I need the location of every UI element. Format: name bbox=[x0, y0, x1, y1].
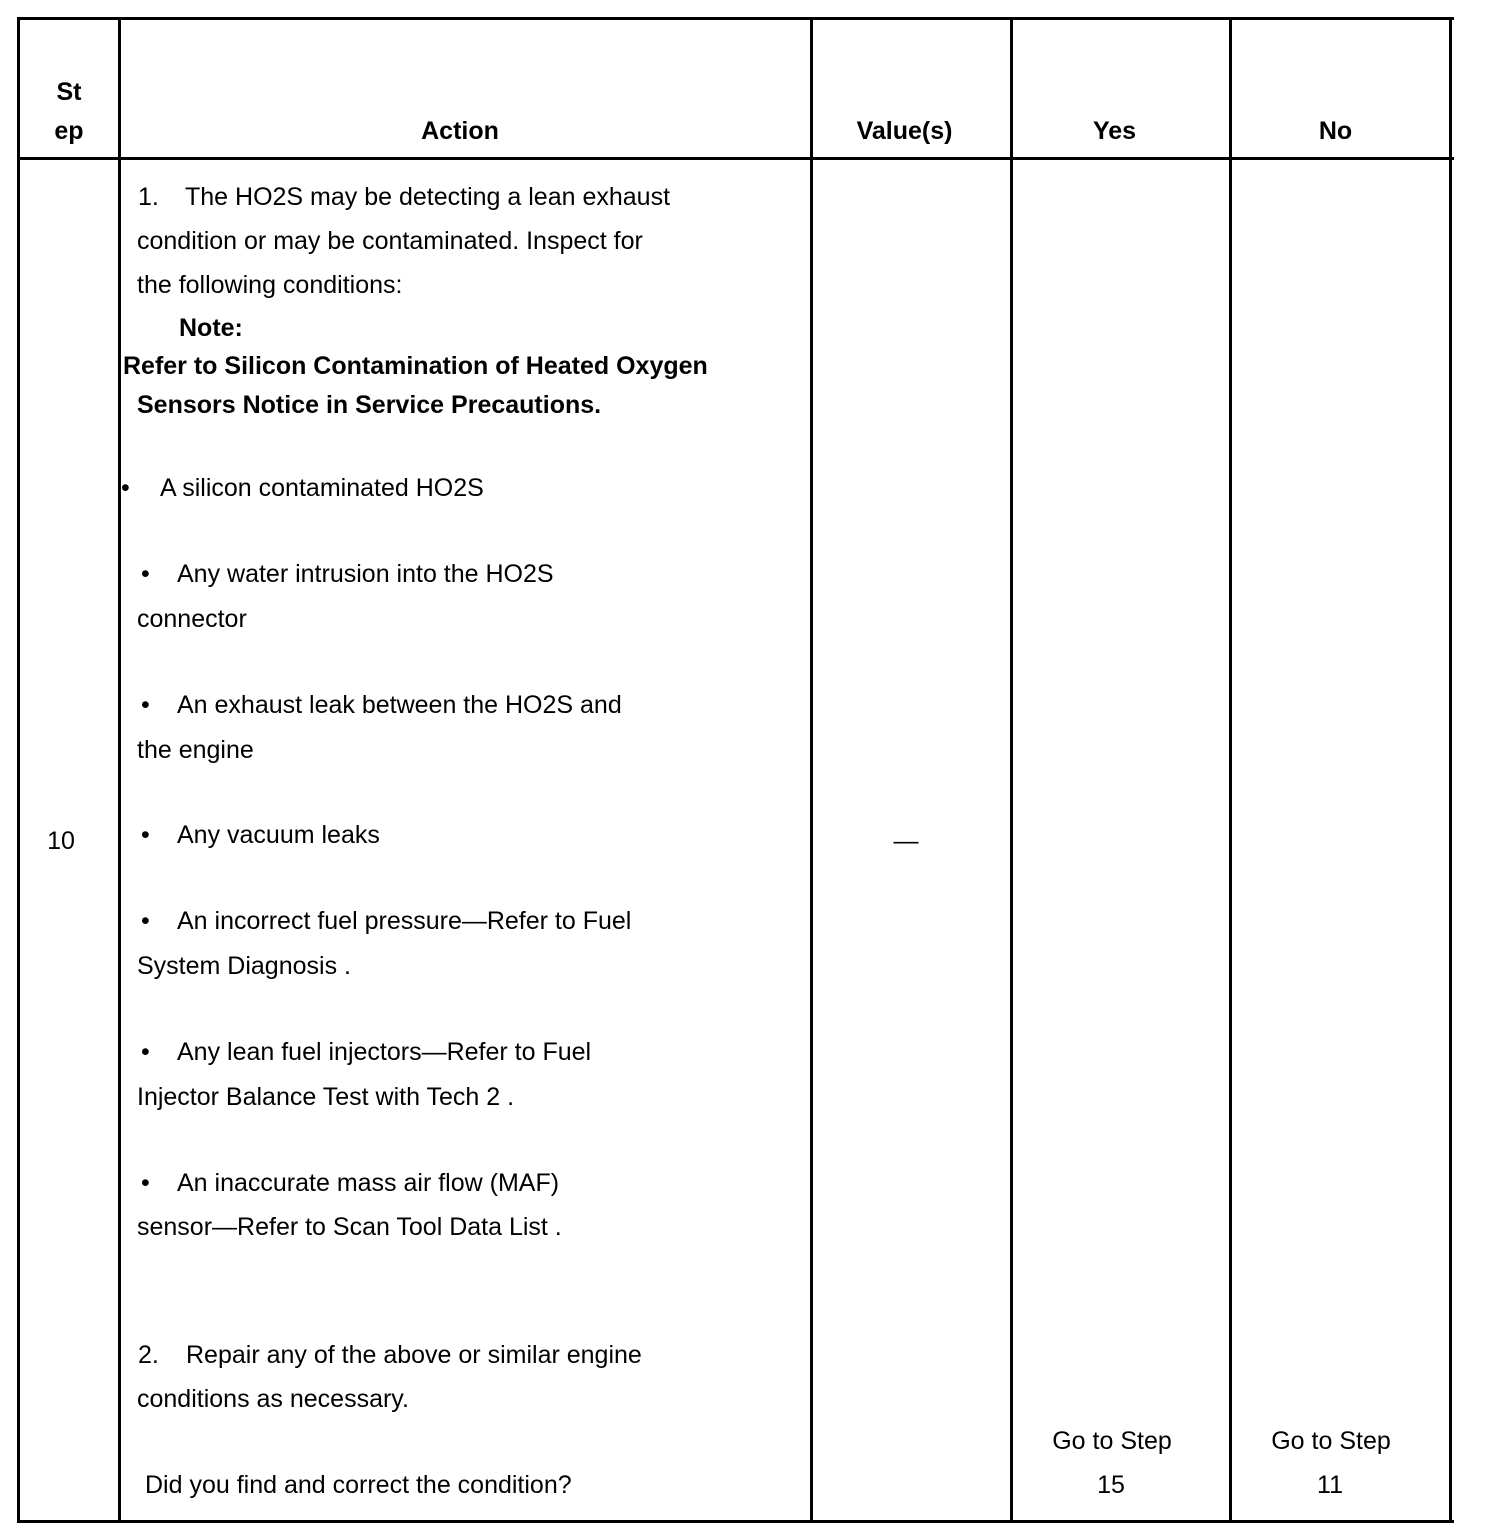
bullet-4-text: Any vacuum leaks bbox=[177, 821, 380, 849]
bullet-6-marker: • bbox=[141, 1038, 150, 1066]
header-divider bbox=[17, 157, 1454, 160]
column-divider-step bbox=[118, 17, 121, 1523]
note-label: Note: bbox=[179, 314, 243, 342]
header-step-line1: St bbox=[56, 78, 82, 106]
bullet-6-line1: Any lean fuel injectors—Refer to Fuel bbox=[177, 1038, 592, 1066]
service-precautions-link[interactable]: Service Precautions bbox=[355, 391, 595, 419]
note-line2-text: Sensors Notice in bbox=[137, 391, 349, 419]
item2-line2: conditions as necessary. bbox=[137, 1385, 409, 1413]
question: Did you find and correct the condition? bbox=[145, 1471, 572, 1499]
column-divider-values bbox=[1010, 17, 1013, 1523]
bullet-3-line2: the engine bbox=[137, 736, 254, 764]
header-values: Value(s) bbox=[856, 117, 953, 145]
bullet-6-line2[interactable]: Injector Balance Test with Tech 2 . bbox=[137, 1083, 515, 1111]
note-line1: Refer to Silicon Contamination of Heated Oxygen bbox=[123, 352, 708, 380]
yes-step-number[interactable]: 15 bbox=[1097, 1471, 1125, 1499]
column-divider-yes bbox=[1229, 17, 1232, 1523]
item1-line1: The HO2S may be detecting a lean exhaust bbox=[185, 183, 671, 211]
note-line2 bbox=[137, 390, 601, 420]
bullet-2-line2: connector bbox=[137, 605, 247, 633]
table-border-right bbox=[1449, 17, 1452, 1523]
item1-line2: condition or may be contaminated. Inspect for bbox=[137, 227, 643, 255]
note-end: . bbox=[594, 391, 602, 419]
item1-line3: the following conditions: bbox=[137, 271, 403, 299]
bullet-5-marker: • bbox=[141, 907, 150, 935]
header-step-line2: ep bbox=[54, 117, 84, 145]
bullet-4-marker: • bbox=[141, 821, 150, 849]
item1-number: 1. bbox=[138, 183, 159, 211]
bullet-7-line1: An inaccurate mass air flow (MAF) bbox=[177, 1169, 560, 1197]
bullet-2-marker: • bbox=[141, 560, 150, 588]
no-go-to-step-label[interactable]: Go to Step bbox=[1271, 1427, 1391, 1455]
bullet-2-line1: Any water intrusion into the HO2S bbox=[177, 560, 554, 588]
yes-go-to-step-label[interactable]: Go to Step bbox=[1052, 1427, 1172, 1455]
table-border-bottom bbox=[17, 1520, 1454, 1523]
bullet-1-marker: • bbox=[121, 474, 130, 502]
bullet-7-line2[interactable]: sensor—Refer to Scan Tool Data List . bbox=[137, 1213, 562, 1241]
header-yes: Yes bbox=[1092, 117, 1137, 145]
step-number: 10 bbox=[47, 827, 75, 855]
bullet-7-marker: • bbox=[141, 1169, 150, 1197]
bullet-5-line1: An incorrect fuel pressure—Refer to Fuel bbox=[177, 907, 632, 935]
table-border-top bbox=[17, 17, 1454, 20]
header-no: No bbox=[1318, 117, 1353, 145]
header-action: Action bbox=[421, 117, 499, 145]
table-border-left bbox=[17, 17, 20, 1523]
bullet-3-line1: An exhaust leak between the HO2S and bbox=[177, 691, 622, 719]
no-step-number[interactable]: 11 bbox=[1317, 1471, 1343, 1499]
bullet-3-marker: • bbox=[141, 691, 150, 719]
item2-number: 2. bbox=[138, 1341, 159, 1369]
value-dash: — bbox=[893, 827, 919, 855]
bullet-1-text: A silicon contaminated HO2S bbox=[160, 474, 484, 502]
bullet-5-line2[interactable]: System Diagnosis . bbox=[137, 952, 351, 980]
column-divider-action bbox=[810, 17, 813, 1523]
item2-line1: Repair any of the above or similar engine bbox=[186, 1341, 642, 1369]
